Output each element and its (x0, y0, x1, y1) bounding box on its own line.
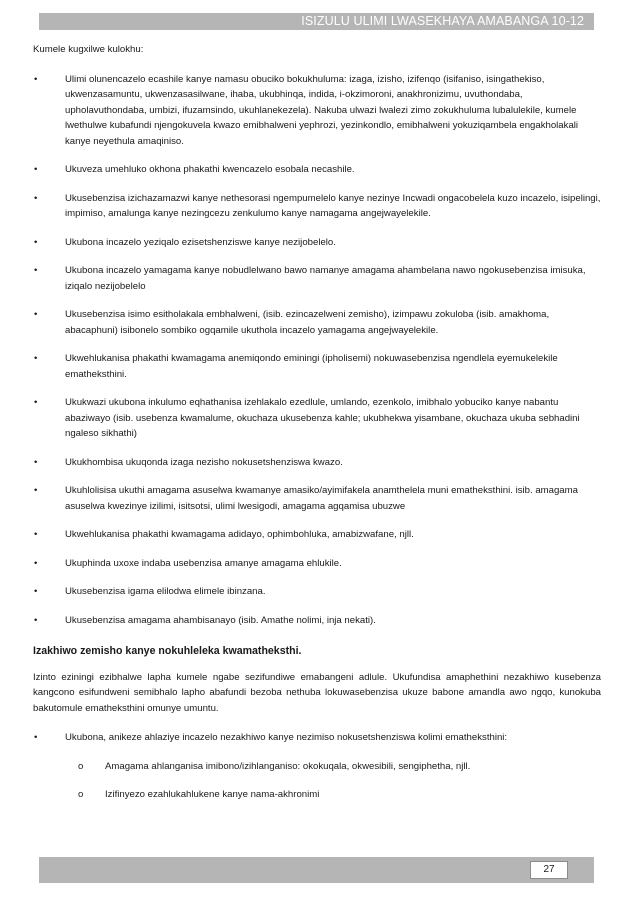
page-content (33, 42, 601, 816)
bullet-item (33, 613, 601, 629)
bullet-text: Ukubona incazelo yeziqalo ezisetshenziswe kanye nezijobelelo. (65, 236, 336, 248)
bullet-icon: • (34, 164, 38, 175)
sub-list-marker: o (78, 760, 84, 772)
intro-text: Kumele kugxilwe kulokhu: (33, 44, 144, 55)
footer-bar (39, 857, 594, 883)
sub-list-marker: o (78, 789, 84, 800)
bullet-item (33, 351, 601, 382)
bullet-text: Ukubona incazelo yamagama kanye nobudlelwano bawo namanye amagama ahambelana nawo ngokusebenzisa imisuka, iziqalo nezijobelelo (65, 265, 586, 292)
bullet-text: Ukwehlukanisa phakathi kwamagama adidayo, ophimbohluka, amabizwafane, njll. (65, 529, 414, 540)
bullet-icon: • (34, 265, 38, 276)
section-paragraph: Izinto eziningi ezibhalwe lapha kumele ngabe sezifundiwe emabangeni adlule. Ukufundisa amaphethini nezakhiwo kusebenza kangcono esifundweni semibhalo lapho abafundi bezoba nethuba lokuwasebenzisa ukuze babone amandla awo ngqo, kunokuba bakutomule ematheksthini omunye umuntu. (33, 671, 601, 714)
bullet-text: Ulimi olunencazelo ecashile kanye namasu obuciko bokukhuluma: izaga, izisho, izifenqo (isifaniso, isingathekiso, ukwenzasamuntu, ukwenzasasilwane, ihaba, ukubhinqa, indida, i-okzimoroni, anakhronizimu, uvuthondaba, upholavuthondaba, umbizi, ifuzamsindo, ukuhlanekezela). Nakuba ulwazi lwalezi zimo zokukhuluma lubalulekile, kumele lwethulwe kubafundi njengokuvela kwazo emibhalweni yephrozi, yezinkondlo, emibhalweni yokuziqambela engakholakali kanye neyethula amaqiniso. (65, 73, 579, 147)
bullet-icon: • (34, 485, 38, 496)
bullet-item (33, 556, 601, 572)
sub-list-item (33, 787, 601, 803)
section-heading: Izakhiwo zemisho kanye nokuhleleka kwamatheksthi. (33, 645, 302, 657)
bullet-text: Ukukhombisa ukuqonda izaga nezisho nokusetshenziswa kwazo. (65, 456, 343, 468)
bullet-text: Ukwehlukanisa phakathi kwamagama anemiqondo eminingi (ipholisemi) nokuwasebenzisa ngendlela eyemukelekile ematheksthini. (65, 353, 558, 380)
bullet-icon: • (34, 456, 38, 468)
bullet-text: Ukusebenzisa isimo esitholakala embhalweni, (isib. ezincazelweni zemisho), izimpawu zokuloba (isib. amakhoma, abacaphuni) isibonelo sombiko ogqamile ukuthola incazelo yamagama angejwayelekile. (65, 309, 550, 336)
bullet-icon: • (34, 586, 38, 597)
section-bullet-text: Ukubona, anikeze ahlaziye incazelo nezakhiwo kanye nezimiso nokusetshenziswa kolimi ematheksthini: (65, 732, 508, 743)
bullet-text: Ukuhlolisisa ukuthi amagama asuselwa kwamanye amasiko/ayimifakela anamthelela muni ematheksthini. isib. amagama asuselwa kwezinye izilimi, isitsotsi, ulimi lwesigodi, amagama agqamisa ubuzwe (65, 485, 578, 512)
bullet-item (33, 455, 601, 471)
page-header-title: ISIZULU ULIMI LWASEKHAYA AMABANGA 10-12 (301, 14, 584, 28)
bullet-item (33, 483, 601, 514)
sub-list-text: Izifinyezo ezahlukahlukene kanye nama-akhronimi (105, 789, 320, 800)
bullet-item (33, 395, 601, 442)
bullet-item (33, 72, 601, 150)
bullet-item (33, 162, 601, 178)
bullet-list (33, 72, 601, 629)
bullet-text: Ukuveza umehluko okhona phakathi kwencazelo esobala necashile. (65, 164, 355, 175)
bullet-icon: • (34, 529, 38, 540)
bullet-item (33, 584, 601, 600)
bullet-item (33, 263, 601, 294)
sub-list (33, 759, 601, 803)
sub-list-text: Amagama ahlanganisa imibono/izihlanganiso: okokuqala, okwesibili, sengiphetha, njll. (105, 760, 471, 772)
bullet-icon: • (34, 397, 38, 408)
bullet-icon: • (34, 353, 38, 364)
sub-list-item (33, 759, 601, 775)
bullet-text: Ukusebenzisa amagama ahambisanayo (isib. Amathe nolimi, inja nekati). (65, 614, 376, 626)
bullet-icon: • (34, 236, 38, 248)
bullet-icon: • (34, 309, 38, 320)
bullet-icon: • (34, 614, 38, 626)
bullet-text: Ukusebenzisa izichazamazwi kanye nethesorasi ngempumelelo kanye nezinye Incwadi ongacobelela kuzo incazelo, isipelingi, impimiso, amalunga kanye nezingcezu zenkulumo kanye namagama angejwayelekile. (65, 192, 601, 219)
bullet-text: Ukusebenzisa igama elilodwa elimele ibinzana. (65, 586, 266, 597)
section-bullet (33, 730, 601, 746)
bullet-item (33, 235, 601, 251)
bullet-item (33, 527, 601, 543)
bullet-icon: • (34, 192, 38, 204)
bullet-item (33, 191, 601, 222)
page-number: 27 (530, 861, 568, 879)
header-bar (39, 13, 594, 30)
bullet-text: Ukuphinda uxoxe indaba usebenzisa amanye amagama ehlukile. (65, 557, 342, 569)
bullet-icon: • (34, 73, 38, 85)
bullet-icon: • (34, 557, 38, 569)
bullet-item (33, 307, 601, 338)
bullet-text: Ukukwazi ukubona inkulumo eqhathanisa izehlakalo ezedlule, umlando, ezenkolo, imibhalo yobuciko kanye nabantu abaziwayo (isib. usebenza kwamalume, okuchaza ukusebenza kahle; ukubhekwa yisambane, okuchaza ukuba sebhadini ngaleso sikhathi) (65, 397, 580, 439)
bullet-icon: • (34, 732, 38, 743)
